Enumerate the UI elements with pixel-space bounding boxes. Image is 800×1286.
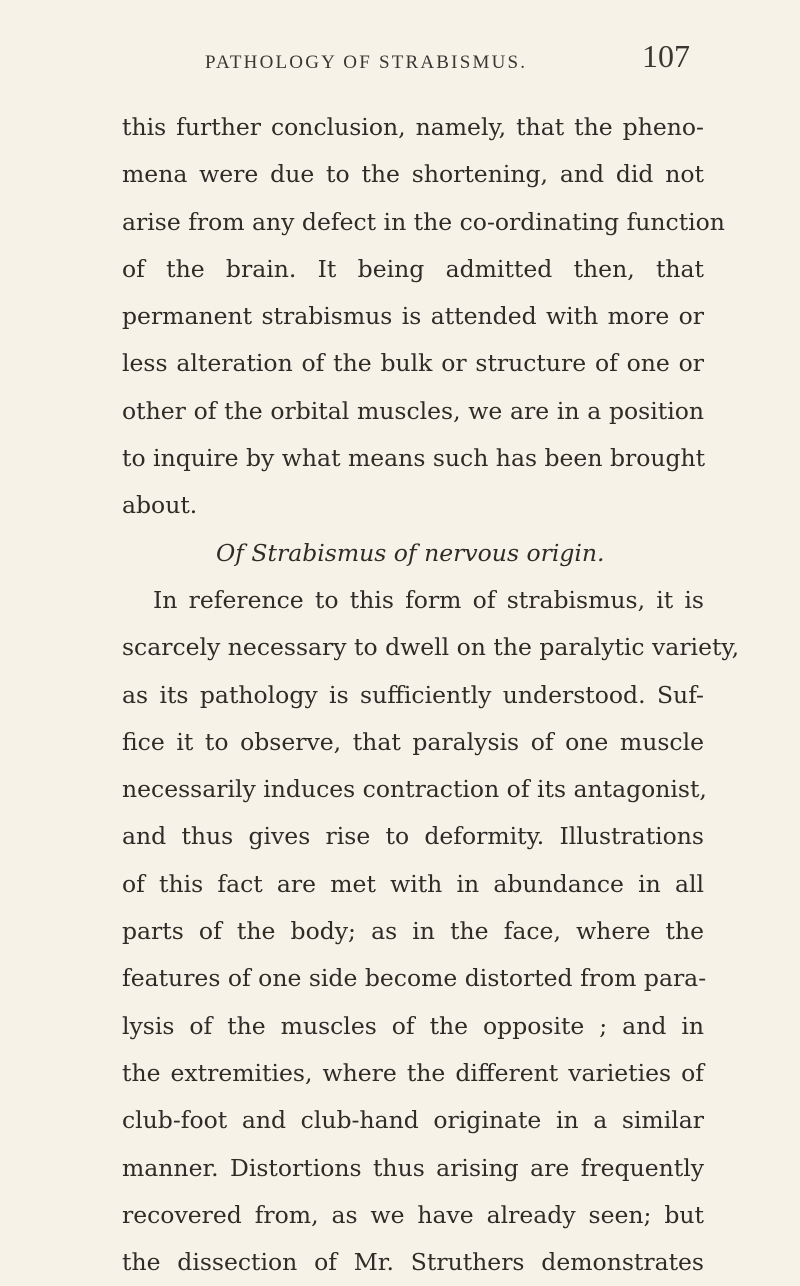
page-number: 107 (642, 38, 690, 74)
text-line: other of the orbital muscles, we are in a position (122, 396, 704, 425)
text-line: features of one side become distorted from para- (122, 964, 707, 993)
text-line: the extremities, where the different varieties of (122, 1058, 704, 1087)
text-line: permanent strabismus is attended with more or (122, 302, 704, 331)
text-line: scarcely necessary to dwell on the paralytic variety, (122, 633, 740, 662)
text-line: the dissection of Mr. Struthers demonstrates (122, 1248, 704, 1277)
section-heading: Of Strabismus of nervous origin. (216, 538, 605, 567)
text-line: less alteration of the bulk or structure of one or (122, 349, 704, 378)
text-line: parts of the body; as in the face, where the (122, 917, 704, 946)
body-text (122, 104, 740, 1286)
text-line: about. (122, 491, 198, 520)
text-line: of the brain. It being admitted then, that (122, 254, 704, 283)
text-line: arise from any defect in the co-ordinating function (122, 207, 725, 236)
text-line: mena were due to the shortening, and did not (122, 160, 704, 189)
text-line: lysis of the muscles of the opposite ; and in (122, 1011, 704, 1040)
text-line: fice it to observe, that paralysis of one muscle (122, 727, 704, 756)
text-line: In reference to this form of strabismus, it is (153, 585, 704, 614)
text-line: this further conclusion, namely, that the pheno- (122, 113, 704, 141)
text-line: of this fact are met with in abundance in all (122, 869, 704, 898)
text-line: and thus gives rise to deformity. Illustrations (122, 822, 704, 851)
text-line: manner. Distortions thus arising are frequently (122, 1153, 704, 1182)
text-line: as its pathology is sufficiently understood. Suf- (122, 680, 704, 709)
text-line: club-foot and club-hand originate in a similar (122, 1106, 704, 1135)
running-title: PATHOLOGY OF STRABISMUS. (205, 52, 528, 73)
text-line: necessarily induces contraction of its antagonist, (122, 775, 707, 804)
text-line: recovered from, as we have already seen; but (122, 1200, 704, 1229)
text-line: to inquire by what means such has been brought (122, 444, 706, 473)
